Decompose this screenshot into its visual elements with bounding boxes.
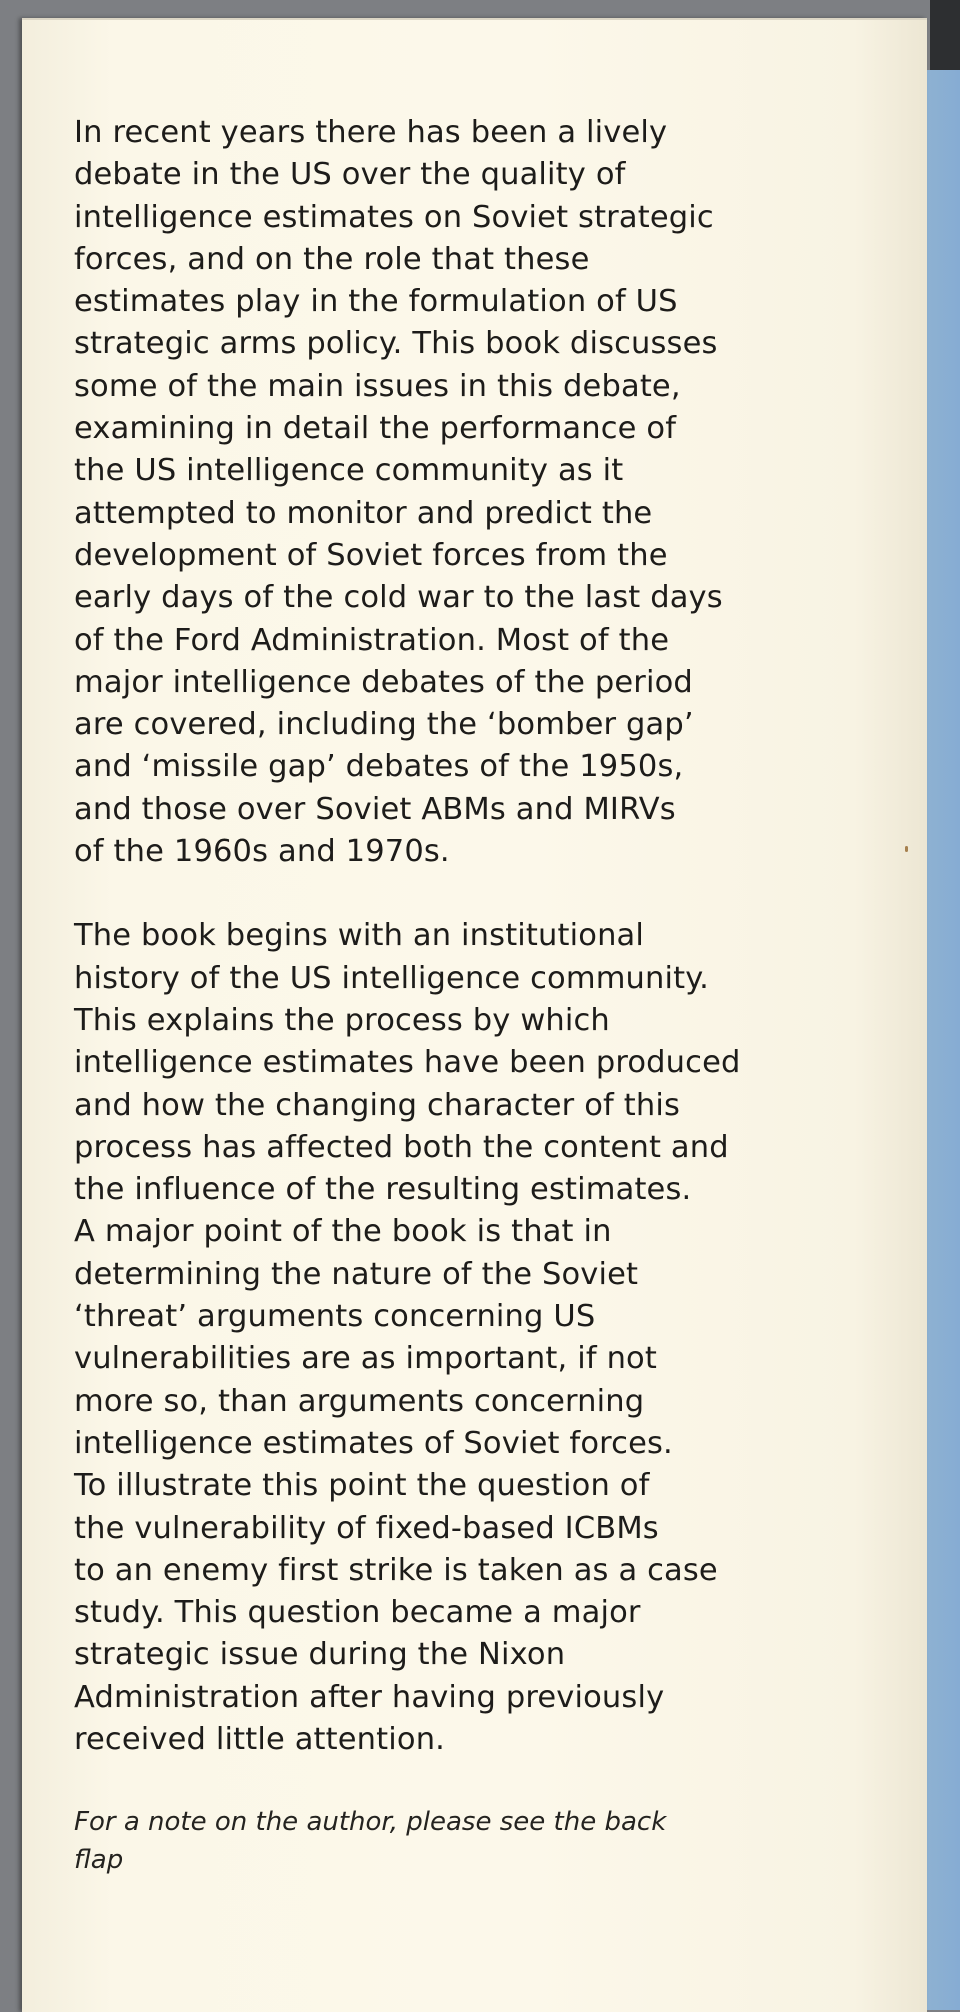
text-line: early days of the cold war to the last days [74,580,723,616]
text-line: process has affected both the content and [74,1129,729,1165]
text-line: Administration after having previously [74,1679,665,1715]
text-line: attempted to monitor and predict the [74,495,653,531]
text-line: are covered, including the ‘bomber gap’ [74,707,694,743]
text-line: The book begins with an institutional [74,918,645,954]
text-line: intelligence estimates of Soviet forces. [74,1425,673,1461]
text-line: estimates play in the formulation of US [74,284,678,320]
text-line: the vulnerability of fixed-based ICBMs [74,1510,659,1546]
description-paragraph-1 [74,112,804,873]
text-line: and ‘missile gap’ debates of the 1950s, [74,749,684,785]
text-line: vulnerabilities are as important, if not [74,1341,657,1377]
text-line: To illustrate this point the question of [74,1468,650,1504]
author-note [74,1803,754,1879]
text-line: strategic arms policy. This book discusses [74,326,718,362]
text-line: study. This question became a major [74,1595,641,1631]
text-line: history of the US intelligence community. [74,960,709,996]
description-paragraph-2 [74,915,804,1761]
text-line: A major point of the book is that in [74,1214,612,1250]
text-line: the US intelligence community as it [74,453,624,489]
flap-text-block [74,112,804,1905]
text-line: determining the nature of the Soviet [74,1256,639,1292]
text-line: more so, than arguments concerning [74,1383,645,1419]
text-line: intelligence estimates have been produced [74,1045,741,1081]
text-line: flap [74,1845,124,1876]
text-line: intelligence estimates on Soviet strategic [74,199,714,235]
text-line: This explains the process by which [74,1002,610,1038]
text-line: development of Soviet forces from the [74,537,668,573]
text-line: strategic issue during the Nixon [74,1637,566,1673]
text-line: and how the changing character of this [74,1087,680,1123]
text-line: some of the main issues in this debate, [74,368,681,404]
text-line: of the Ford Administration. Most of the [74,622,670,658]
text-line: of the 1960s and 1970s. [74,834,450,870]
text-line: and those over Soviet ABMs and MIRVs [74,791,676,827]
text-line: In recent years there has been a lively [74,115,668,150]
book-spine-shadow [930,0,960,75]
text-line: received little attention. [74,1721,446,1757]
text-line: major intelligence debates of the period [74,664,693,700]
text-line: examining in detail the performance of [74,411,677,447]
text-line: For a note on the author, please see the back [74,1807,667,1838]
text-line: forces, and on the role that these [74,241,590,277]
dust-jacket-flap [22,18,927,2012]
text-line: ‘threat’ arguments concerning US [74,1299,596,1335]
text-line: debate in the US over the quality of [74,157,626,193]
text-line: to an enemy first strike is taken as a case [74,1552,718,1588]
paper-speck [905,846,908,852]
text-line: the influence of the resulting estimates. [74,1172,692,1208]
